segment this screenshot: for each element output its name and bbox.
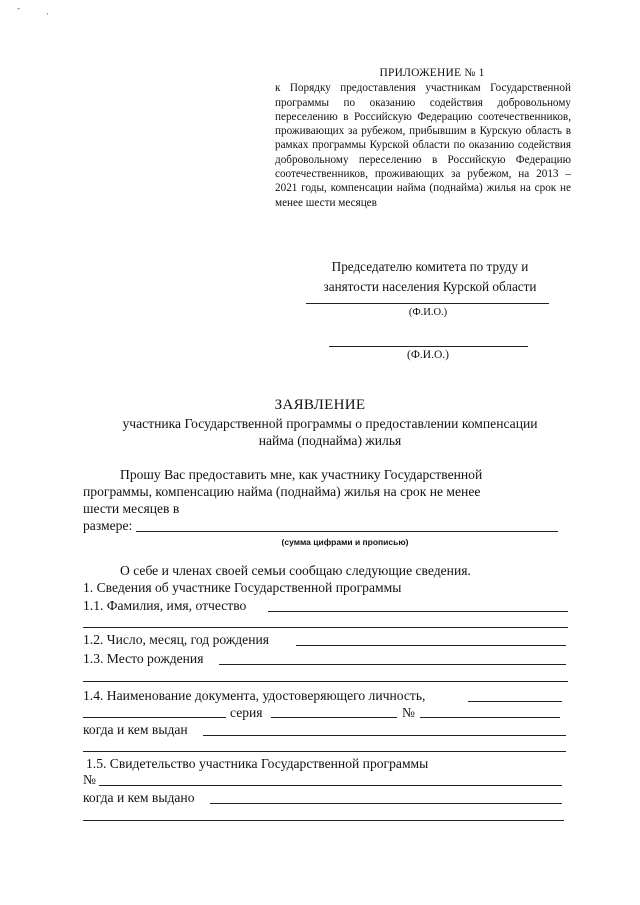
full-name-field[interactable]	[268, 611, 568, 612]
document-number-field[interactable]	[420, 717, 560, 718]
appendix-body: к Порядку предоставления участникам Государственной программы по оказанию содействия добровольному переселению в Российскую Федерацию соотечественников, проживающих за рубежом, прибывшим в Курскую область в рамках программы Курской области по оказанию содействия добровольному переселению в Российскую Федерацию соотечественников, проживающих за рубежом, на 2013 – 2021 годы, компенсации найма (поднайма) жилья на срок не менее шести месяцев	[275, 82, 571, 209]
appendix-title: ПРИЛОЖЕНИЕ № 1	[379, 67, 485, 79]
subtitle-line-2: найма (поднайма) жилья	[258, 433, 402, 448]
section-1-3-label: 1.3. Место рождения	[83, 651, 204, 666]
birth-date-field[interactable]	[296, 645, 566, 646]
intro-text: О себе и членах своей семьи сообщаю следующие сведения.	[120, 563, 471, 578]
series-field[interactable]	[271, 717, 397, 718]
addressee-block	[300, 257, 560, 297]
section-1-5-label: 1.5. Свидетельство участника Государственной программы	[86, 756, 429, 771]
document-title: ЗАЯВЛЕНИЕ	[274, 397, 366, 413]
section-1-2-label: 1.2. Число, месяц, год рождения	[83, 632, 269, 647]
id-document-field-cont[interactable]	[83, 717, 226, 718]
document-subtitle	[80, 415, 580, 449]
fio-caption-1: (Ф.И.О.)	[408, 307, 448, 318]
issued-by-field-cont[interactable]	[83, 751, 566, 752]
issued-by-label: когда и кем выдан	[83, 722, 188, 737]
request-line-3: шести месяцев в	[83, 501, 180, 516]
amount-hint: (сумма цифрами и прописью)	[281, 537, 409, 547]
fio-line-1[interactable]	[306, 303, 549, 304]
full-name-field-cont[interactable]	[83, 627, 568, 628]
cert-number-field[interactable]	[99, 785, 562, 786]
section-1-4-label: 1.4. Наименование документа, удостоверяющего личность,	[83, 688, 426, 703]
appendix-block	[275, 66, 571, 210]
amount-field[interactable]	[136, 531, 558, 532]
issued-by-field[interactable]	[203, 735, 566, 736]
scan-speck: ·	[46, 10, 49, 20]
request-line-2: программы, компенсацию найма (поднайма) жилья на срок не менее	[83, 484, 481, 499]
addressee-line-1: Председателю комитета по труду и	[331, 259, 529, 274]
section-1-1-label: 1.1. Фамилия, имя, отчество	[83, 598, 247, 613]
subtitle-line-1: участника Государственной программы о предоставлении компенсации	[122, 416, 538, 431]
section-1-heading: 1. Сведения об участнике Государственной программы	[83, 580, 402, 595]
cert-issued-by-label: когда и кем выдано	[83, 790, 195, 805]
scan-speck: -	[17, 4, 21, 14]
fio-line-2[interactable]	[329, 346, 528, 347]
id-document-field[interactable]	[468, 701, 562, 702]
fio-caption-2: (Ф.И.О.)	[407, 349, 449, 361]
cert-issued-by-field[interactable]	[210, 803, 562, 804]
birth-place-field[interactable]	[219, 664, 566, 665]
number-label: №	[402, 705, 415, 720]
request-line-1: Прошу Вас предоставить мне, как участнику Государственной	[120, 467, 483, 482]
amount-label: размере:	[83, 518, 133, 533]
addressee-line-2: занятости населения Курской области	[323, 279, 537, 294]
series-label: серия	[230, 705, 263, 720]
cert-issued-by-field-cont[interactable]	[83, 820, 564, 821]
cert-number-label: №	[83, 772, 96, 787]
birth-place-field-cont[interactable]	[83, 681, 568, 682]
